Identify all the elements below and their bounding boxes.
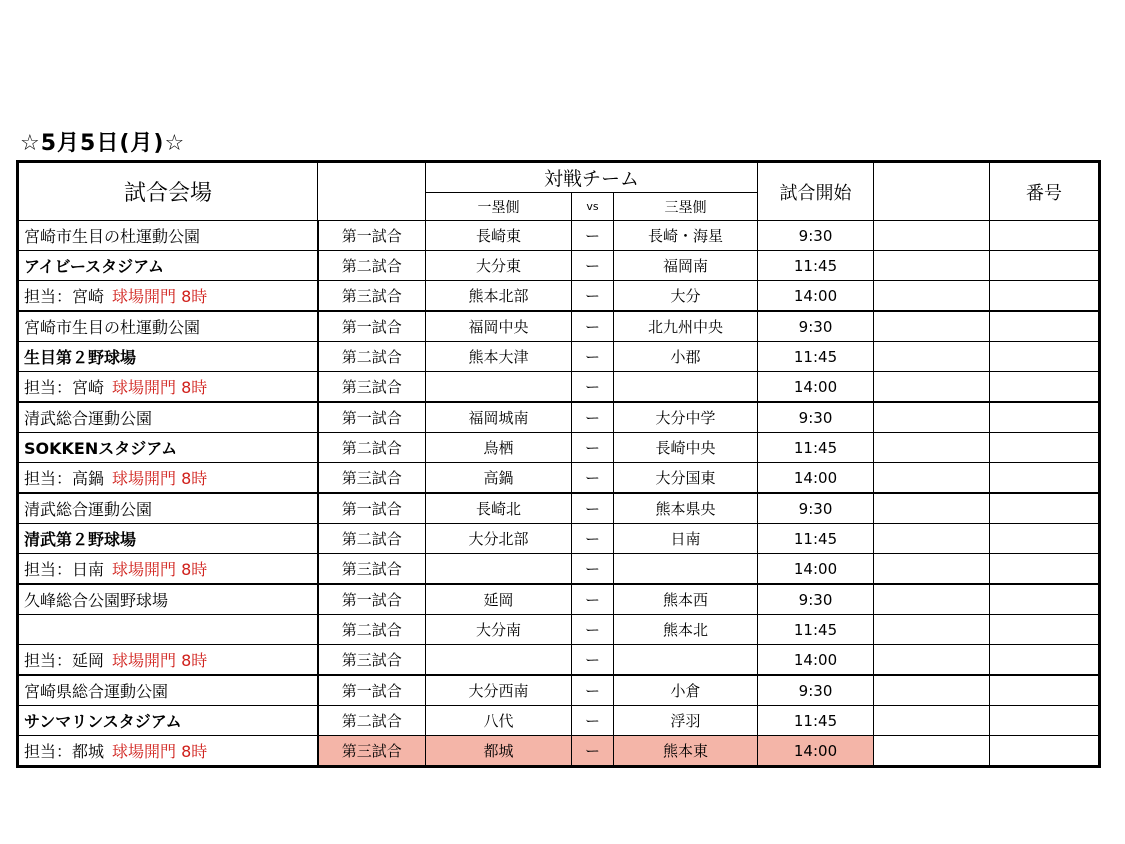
table-row [18, 645, 1100, 676]
first-base-team: 都城 [426, 736, 572, 767]
venue-staff-cell [18, 645, 318, 676]
vs-dash: ー [572, 463, 614, 494]
gate-open-time: 球場開門 8時 [112, 560, 208, 579]
teams-header: 対戦チーム [426, 162, 758, 193]
venue-header: 試合会場 [18, 162, 318, 221]
game-number: 第一試合 [318, 675, 426, 706]
table-row [18, 281, 1100, 312]
start-time: 14:00 [758, 463, 874, 494]
start-time: 11:45 [758, 524, 874, 554]
first-base-team: 大分南 [426, 615, 572, 645]
blank-cell [874, 675, 990, 706]
start-time: 14:00 [758, 736, 874, 767]
blank-cell [874, 736, 990, 767]
game-number: 第二試合 [318, 615, 426, 645]
staff-label: 担当：日南 [24, 560, 105, 579]
number-cell [990, 584, 1100, 615]
game-number: 第三試合 [318, 645, 426, 676]
venue-stadium: サンマリンスタジアム [18, 706, 318, 736]
third-base-team [614, 645, 758, 676]
venue-park: 清武総合運動公園 [18, 493, 318, 524]
third-base-team: 日南 [614, 524, 758, 554]
table-row [18, 311, 1100, 342]
first-base-team: 延岡 [426, 584, 572, 615]
third-base-team: 熊本北 [614, 615, 758, 645]
number-header: 番号 [990, 162, 1100, 221]
third-base-team: 北九州中央 [614, 311, 758, 342]
start-time: 9:30 [758, 584, 874, 615]
venue-stadium: SOKKENスタジアム [18, 433, 318, 463]
schedule-table [16, 160, 1101, 768]
game-number: 第三試合 [318, 463, 426, 494]
third-base-team: 小郡 [614, 342, 758, 372]
table-row [18, 372, 1100, 403]
venue-park: 宮崎県総合運動公園 [18, 675, 318, 706]
table-row [18, 615, 1100, 645]
start-time: 11:45 [758, 615, 874, 645]
gate-open-time: 球場開門 8時 [112, 469, 208, 488]
venue-stadium: 生目第２野球場 [18, 342, 318, 372]
table-row [18, 251, 1100, 281]
table-row [18, 433, 1100, 463]
number-cell [990, 493, 1100, 524]
staff-label: 担当：延岡 [24, 651, 105, 670]
game-number: 第一試合 [318, 493, 426, 524]
game-number: 第一試合 [318, 221, 426, 251]
game-number: 第一試合 [318, 402, 426, 433]
first-base-team: 大分西南 [426, 675, 572, 706]
number-cell [990, 311, 1100, 342]
number-cell [990, 524, 1100, 554]
staff-label: 担当：都城 [24, 742, 105, 761]
start-time: 14:00 [758, 554, 874, 585]
start-time: 9:30 [758, 493, 874, 524]
number-cell [990, 372, 1100, 403]
blank-cell [874, 433, 990, 463]
first-base-team: 熊本北部 [426, 281, 572, 312]
number-cell [990, 675, 1100, 706]
staff-label: 担当：高鍋 [24, 469, 105, 488]
table-row [18, 221, 1100, 251]
vs-dash: ー [572, 584, 614, 615]
game-number: 第三試合 [318, 372, 426, 403]
table-row [18, 675, 1100, 706]
table-row [18, 706, 1100, 736]
vs-header: vs [572, 193, 614, 221]
blank-cell [874, 402, 990, 433]
gate-open-time: 球場開門 8時 [112, 742, 208, 761]
game-number: 第二試合 [318, 342, 426, 372]
start-time-header: 試合開始 [758, 162, 874, 221]
venue-staff-cell [18, 736, 318, 767]
third-base-team: 小倉 [614, 675, 758, 706]
venue-staff-cell [18, 463, 318, 494]
vs-dash: ー [572, 251, 614, 281]
number-cell [990, 342, 1100, 372]
start-time: 11:45 [758, 433, 874, 463]
venue-park: 宮崎市生目の杜運動公園 [18, 311, 318, 342]
blank-cell [874, 342, 990, 372]
vs-dash: ー [572, 736, 614, 767]
start-time: 9:30 [758, 221, 874, 251]
third-base-team: 福岡南 [614, 251, 758, 281]
number-cell [990, 402, 1100, 433]
vs-dash: ー [572, 524, 614, 554]
table-row [18, 584, 1100, 615]
venue-staff-cell [18, 372, 318, 403]
venue-staff-cell [18, 281, 318, 312]
first-base-team: 八代 [426, 706, 572, 736]
number-cell [990, 554, 1100, 585]
game-number: 第二試合 [318, 251, 426, 281]
game-number: 第一試合 [318, 584, 426, 615]
first-base-team: 大分北部 [426, 524, 572, 554]
vs-dash: ー [572, 342, 614, 372]
first-base-team: 福岡中央 [426, 311, 572, 342]
first-base-team [426, 645, 572, 676]
third-base-header: 三塁側 [614, 193, 758, 221]
game-number: 第二試合 [318, 433, 426, 463]
blank-cell [874, 281, 990, 312]
game-number: 第三試合 [318, 554, 426, 585]
number-cell [990, 645, 1100, 676]
number-cell [990, 281, 1100, 312]
first-base-team: 長崎北 [426, 493, 572, 524]
game-no-header [318, 162, 426, 221]
start-time: 11:45 [758, 706, 874, 736]
venue-staff-cell [18, 554, 318, 585]
blank-cell [874, 645, 990, 676]
game-number: 第二試合 [318, 706, 426, 736]
table-row [18, 736, 1100, 767]
table-row [18, 524, 1100, 554]
start-time: 11:45 [758, 251, 874, 281]
vs-dash: ー [572, 615, 614, 645]
vs-dash: ー [572, 221, 614, 251]
vs-dash: ー [572, 433, 614, 463]
gate-open-time: 球場開門 8時 [112, 651, 208, 670]
third-base-team [614, 554, 758, 585]
vs-dash: ー [572, 402, 614, 433]
schedule-body [18, 221, 1100, 767]
table-row [18, 493, 1100, 524]
number-cell [990, 463, 1100, 494]
start-time: 9:30 [758, 311, 874, 342]
number-cell [990, 221, 1100, 251]
game-number: 第三試合 [318, 736, 426, 767]
third-base-team: 大分中学 [614, 402, 758, 433]
third-base-team: 長崎中央 [614, 433, 758, 463]
vs-dash: ー [572, 675, 614, 706]
staff-label: 担当：宮崎 [24, 287, 105, 306]
game-number: 第三試合 [318, 281, 426, 312]
third-base-team: 大分国東 [614, 463, 758, 494]
blank-cell [874, 221, 990, 251]
third-base-team: 大分 [614, 281, 758, 312]
table-row [18, 402, 1100, 433]
first-base-team: 熊本大津 [426, 342, 572, 372]
first-base-team [426, 554, 572, 585]
third-base-team: 熊本県央 [614, 493, 758, 524]
start-time: 9:30 [758, 402, 874, 433]
blank-cell [874, 524, 990, 554]
vs-dash: ー [572, 706, 614, 736]
venue-park: 清武総合運動公園 [18, 402, 318, 433]
venue-park: 宮崎市生目の杜運動公園 [18, 221, 318, 251]
number-cell [990, 706, 1100, 736]
vs-dash: ー [572, 645, 614, 676]
start-time: 14:00 [758, 645, 874, 676]
vs-dash: ー [572, 281, 614, 312]
game-number: 第一試合 [318, 311, 426, 342]
number-cell [990, 433, 1100, 463]
blank-cell [874, 311, 990, 342]
third-base-team: 熊本東 [614, 736, 758, 767]
blank-cell [874, 554, 990, 585]
third-base-team: 浮羽 [614, 706, 758, 736]
number-cell [990, 736, 1100, 767]
page-title: ☆5月5日(月)☆ [20, 131, 186, 156]
game-number: 第二試合 [318, 524, 426, 554]
number-cell [990, 251, 1100, 281]
table-row [18, 554, 1100, 585]
vs-dash: ー [572, 372, 614, 403]
table-row [18, 342, 1100, 372]
third-base-team [614, 372, 758, 403]
first-base-team: 鳥栖 [426, 433, 572, 463]
first-base-team: 福岡城南 [426, 402, 572, 433]
start-time: 11:45 [758, 342, 874, 372]
third-base-team: 熊本西 [614, 584, 758, 615]
blank-cell [874, 584, 990, 615]
blank-cell [874, 615, 990, 645]
blank-cell [874, 493, 990, 524]
number-cell [990, 615, 1100, 645]
blank-cell [874, 463, 990, 494]
blank-cell [874, 372, 990, 403]
third-base-team: 長崎・海星 [614, 221, 758, 251]
blank-cell [874, 706, 990, 736]
start-time: 14:00 [758, 372, 874, 403]
blank-header [874, 162, 990, 221]
first-base-team: 長崎東 [426, 221, 572, 251]
first-base-header: 一塁側 [426, 193, 572, 221]
start-time: 14:00 [758, 281, 874, 312]
vs-dash: ー [572, 554, 614, 585]
venue-stadium: アイビースタジアム [18, 251, 318, 281]
table-row [18, 463, 1100, 494]
first-base-team: 大分東 [426, 251, 572, 281]
staff-label: 担当：宮崎 [24, 378, 105, 397]
first-base-team [426, 372, 572, 403]
gate-open-time: 球場開門 8時 [112, 287, 208, 306]
venue-park: 久峰総合公園野球場 [18, 584, 318, 615]
venue-stadium: 清武第２野球場 [18, 524, 318, 554]
gate-open-time: 球場開門 8時 [112, 378, 208, 397]
venue-stadium [18, 615, 318, 645]
first-base-team: 高鍋 [426, 463, 572, 494]
vs-dash: ー [572, 311, 614, 342]
start-time: 9:30 [758, 675, 874, 706]
blank-cell [874, 251, 990, 281]
vs-dash: ー [572, 493, 614, 524]
